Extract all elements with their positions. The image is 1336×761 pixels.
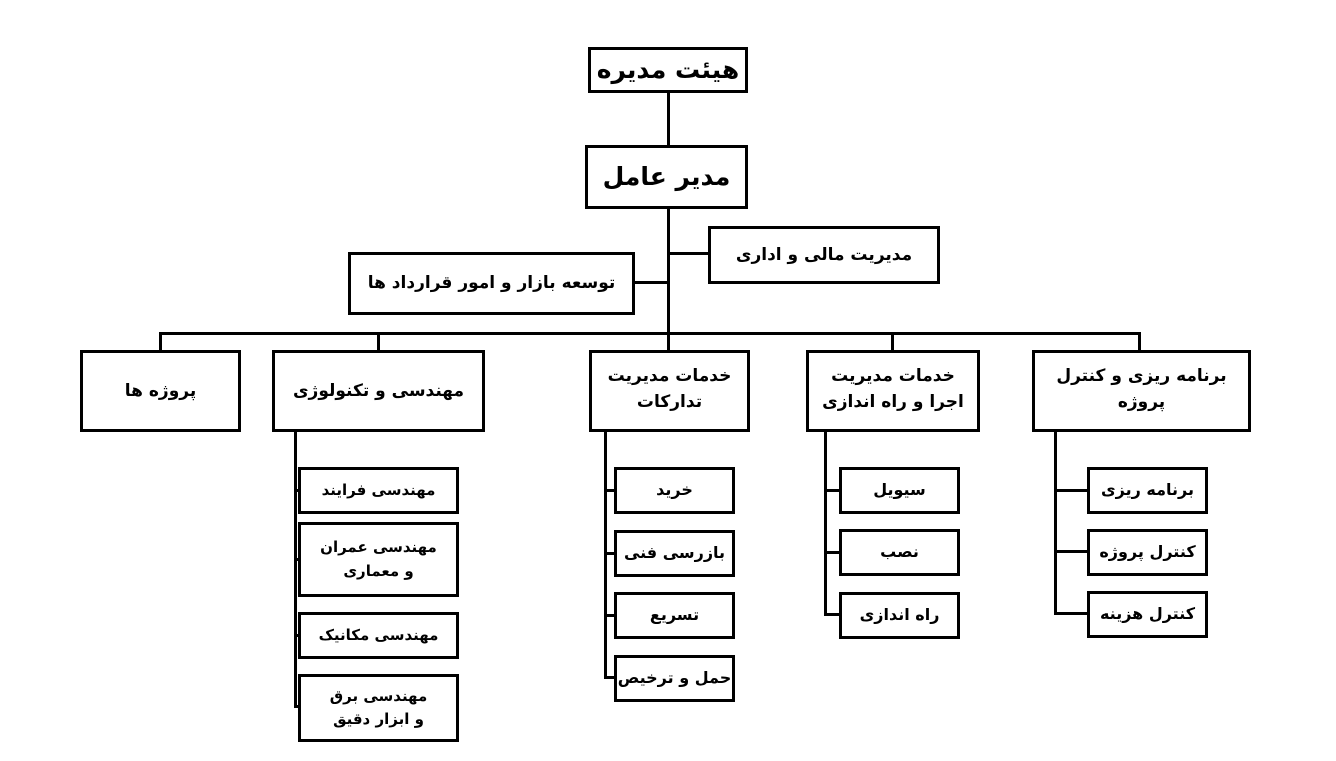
unit-mechanical-eng xyxy=(298,612,459,659)
spine-engineering xyxy=(294,431,297,708)
unit-electrical-eng-label: مهندسی برق و ابزار دقیق xyxy=(329,686,428,728)
department-bus xyxy=(159,332,1141,335)
branch-execution-2 xyxy=(824,551,840,554)
unit-purchasing xyxy=(614,467,735,514)
unit-installation xyxy=(839,529,960,576)
ceo-label: مدیر عامل xyxy=(602,161,731,191)
market-contracts-label: توسعه بازار و امور قرارداد ها xyxy=(367,273,616,294)
unit-electrical-eng xyxy=(298,674,459,742)
drop-execution xyxy=(891,332,894,352)
unit-mechanical-eng-label: مهندسی مکانیک xyxy=(318,625,439,644)
drop-engineering xyxy=(377,332,380,352)
execution-box xyxy=(806,350,980,432)
unit-commissioning-label: راه اندازی xyxy=(859,605,940,625)
unit-civil xyxy=(839,467,960,514)
unit-inspection xyxy=(614,530,735,577)
board-label: هیئت مدیره xyxy=(596,54,740,84)
unit-commissioning xyxy=(839,592,960,639)
unit-logistics xyxy=(614,655,735,702)
unit-process-eng xyxy=(298,467,459,514)
branch-planning-3 xyxy=(1054,612,1088,615)
finance-admin-label: مدیریت مالی و اداری xyxy=(735,244,913,265)
connector-ceo-bus xyxy=(667,208,670,335)
connector-market xyxy=(634,281,670,284)
spine-procurement xyxy=(604,431,607,679)
unit-cost-control-label: کنترل هزینه xyxy=(1099,604,1196,624)
execution-label: خدمات مدیریت اجرا و راه اندازی xyxy=(822,366,964,413)
spine-execution xyxy=(824,431,827,615)
connector-board-ceo xyxy=(667,92,670,146)
drop-projects xyxy=(159,332,162,352)
finance-admin-box xyxy=(708,226,940,284)
unit-project-control-label: کنترل پروژه xyxy=(1099,542,1196,562)
unit-expediting-label: تسریع xyxy=(649,605,700,625)
unit-project-control xyxy=(1087,529,1208,576)
branch-execution-3 xyxy=(824,613,840,616)
unit-planning-label: برنامه ریزی xyxy=(1101,480,1194,500)
branch-execution-1 xyxy=(824,489,840,492)
unit-inspection-label: بازرسی فنی xyxy=(623,543,726,563)
board-box xyxy=(588,47,748,93)
market-contracts-box xyxy=(348,252,635,315)
planning-control-label: برنامه ریزی و کنترل پروژه xyxy=(1056,366,1227,413)
projects-label: پروژه ها xyxy=(124,380,197,401)
unit-civil-arch-eng xyxy=(298,522,459,597)
unit-purchasing-label: خرید xyxy=(656,480,693,500)
planning-control-box xyxy=(1032,350,1251,432)
branch-planning-1 xyxy=(1054,489,1088,492)
unit-civil-arch-eng-label: مهندسی عمران و معماری xyxy=(320,538,437,580)
connector-finance xyxy=(667,252,709,255)
unit-logistics-label: حمل و ترخیص xyxy=(617,668,732,688)
unit-installation-label: نصب xyxy=(880,542,919,562)
unit-process-eng-label: مهندسی فرایند xyxy=(321,480,436,499)
projects-box xyxy=(80,350,241,432)
spine-planning xyxy=(1054,431,1057,614)
branch-planning-2 xyxy=(1054,550,1088,553)
unit-cost-control xyxy=(1087,591,1208,638)
engineering-label: مهندسی و تکنولوژی xyxy=(292,380,465,401)
unit-civil-label: سیویل xyxy=(873,480,926,500)
drop-planning xyxy=(1138,332,1141,352)
unit-planning xyxy=(1087,467,1208,514)
drop-procurement xyxy=(667,332,670,352)
procurement-label: خدمات مدیریت تدارکات xyxy=(607,366,732,413)
procurement-box xyxy=(589,350,750,432)
unit-expediting xyxy=(614,592,735,639)
engineering-box xyxy=(272,350,485,432)
ceo-box xyxy=(585,145,748,209)
